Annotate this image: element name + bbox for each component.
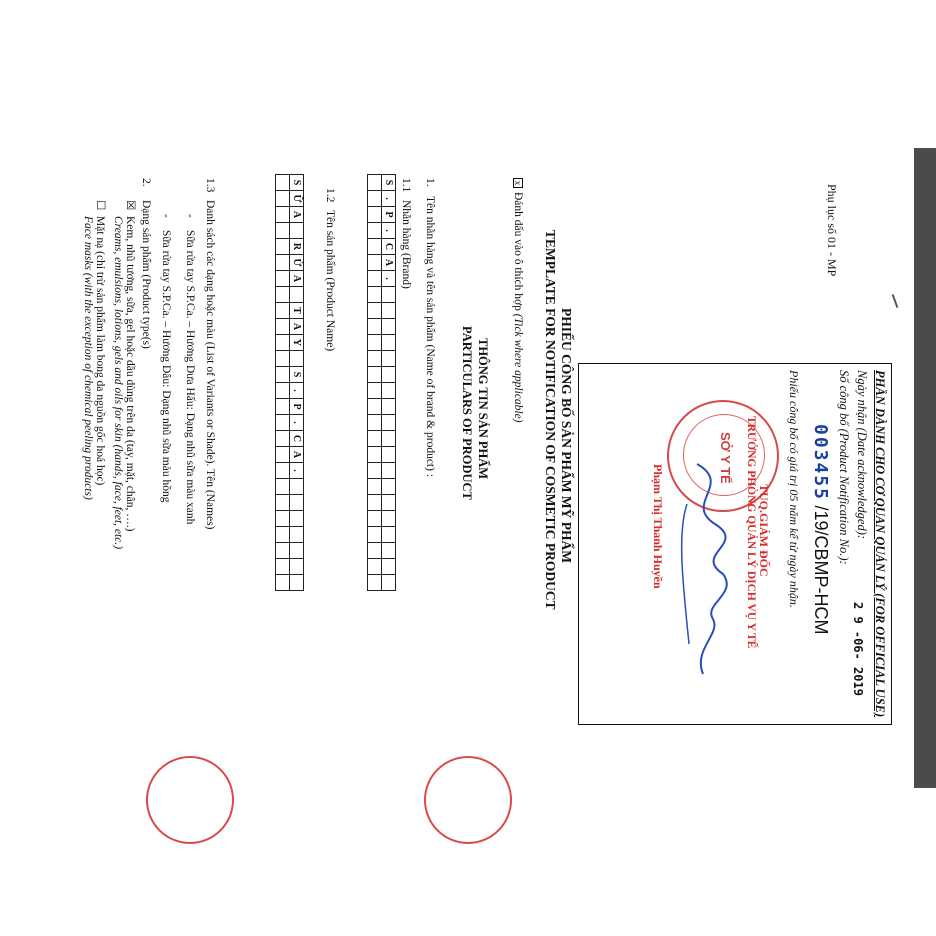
brand-cell [368,239,382,255]
section-1-3-num: 1.3 [204,178,216,193]
page-seal-left [146,756,234,844]
brand-cell: C [382,239,396,255]
brand-grid [367,174,396,591]
product-cell [276,559,290,575]
appendix-label: Phụ lục số 01 - MP [825,184,839,277]
brand-cell [368,223,382,239]
official-use-box [578,363,892,725]
section-2-num: 2. [140,178,152,187]
brand-cell: P [382,207,396,223]
section-2-text: Dạng sản phẩm (Product type(s) [140,200,152,349]
product-cell [290,511,304,527]
product-cell [276,175,290,191]
brand-cell [368,303,382,319]
variant-text: Sữa rửa tay S.P.Ca. – Hương Dưa Hấu: Dạng nhũ sữa màu xanh [184,230,196,525]
form-title-en: TEMPLATE FOR NOTIFICATION OF COSMETIC PRODUCT [543,230,558,610]
notification-number-row [810,424,831,635]
section-1-2 [324,188,336,351]
product-cell [276,319,290,335]
brand-cell [368,367,382,383]
brand-cell [368,479,382,495]
brand-cell [368,207,382,223]
product-cell: P [290,399,304,415]
product-cell [290,527,304,543]
brand-cell: . [382,271,396,287]
product-cell [276,463,290,479]
product-cell [276,271,290,287]
product-cell: A [290,447,304,463]
product-cell [276,287,290,303]
product-cell [276,303,290,319]
brand-cell [368,255,382,271]
section-1-2-num: 1.2 [324,188,336,203]
product-cell [276,431,290,447]
brand-cell [368,559,382,575]
brand-cell [382,303,396,319]
brand-cell [382,335,396,351]
section-title-vi: THÔNG TIN SẢN PHẨM [476,338,490,480]
official-title: PHẦN DÀNH CHO CƠ QUAN QUẢN LÝ (FOR OFFICIAL USE) [873,370,887,718]
section-2 [140,178,152,349]
product-cell [276,239,290,255]
variant-dash: - [184,214,196,218]
product-cell [276,399,290,415]
product-type-checkbox-icon: ☒ [124,200,136,211]
signer-name: Phạm Thị Thanh Huyền [651,464,665,589]
brand-cell [368,399,382,415]
brand-cell [368,351,382,367]
brand-cell [382,527,396,543]
variant-item [184,214,196,524]
product-cell [290,495,304,511]
product-cell: A [290,207,304,223]
brand-cell [368,335,382,351]
tick-note-text: Đánh dấu vào ô thích hợp [512,192,524,311]
product-cell: . [290,463,304,479]
product-cell [290,479,304,495]
signer-role: TRƯỞNG PHÒNG QUẢN LÝ DỊCH VỤ Y TẾ [745,416,757,649]
variant-item [160,214,172,503]
notification-number-label: Số công bố (Product Notification No.): [837,370,851,565]
brand-cell [368,271,382,287]
section-1-1-text: Nhãn hàng (Brand) [400,200,412,289]
product-cell: Y [290,335,304,351]
brand-cell: . [382,191,396,207]
brand-cell [368,463,382,479]
product-cell [276,367,290,383]
product-cell [276,527,290,543]
brand-cell [382,495,396,511]
product-cell [290,351,304,367]
section-title-en: PARTICULARS OF PRODUCT [460,326,474,500]
brand-cell [368,431,382,447]
product-cell: . [290,383,304,399]
official-stamp-text: SỞ Y TẾ [718,432,733,484]
product-cell [290,287,304,303]
product-cell: Ữ [290,191,304,207]
brand-cell [382,463,396,479]
brand-cell [368,543,382,559]
product-cell [276,383,290,399]
product-cell: S [290,367,304,383]
brand-cell [382,367,396,383]
brand-cell [382,399,396,415]
brand-cell [368,575,382,591]
variant-dash: - [160,214,172,218]
product-cell [276,415,290,431]
brand-cell: . [382,223,396,239]
brand-cell [382,447,396,463]
notification-number-suffix: /19/CBMP-HCM [811,505,831,635]
product-cell [276,207,290,223]
pen-mark [892,294,899,308]
document-page [0,148,914,788]
product-cell: A [290,271,304,287]
product-type-en: Creams, emulsions, lotions, gels and oils for skin (hands, face, feet, etc.) [112,216,124,550]
validity-note: Phiếu công bố có giá trị 05 năm kể từ ngày nhận. [787,370,801,608]
product-type-en: Face masks (with the exception of chemical peeling products) [82,216,94,500]
date-acknowledged-value: 2 9 -06- 2019 [851,602,865,696]
tick-note [512,178,524,423]
section-1-2-text: Tên sản phẩm (Product Name) [324,210,336,352]
brand-cell [382,415,396,431]
product-type-vi: Mặt nạ (chỉ trừ sản phẩm làm bong da nguồn gốc hoá học) [94,216,106,486]
variant-text: Sữa rửa tay S.P.Ca. – Hương Dâu: Dạng nhũ sữa màu hồng [160,230,172,503]
signature [673,444,743,684]
notification-number-value: 003455 [810,424,831,502]
brand-cell [368,527,382,543]
brand-cell [382,543,396,559]
product-cell [276,351,290,367]
section-1-3-text: Danh sách các dạng hoặc màu (List of Variants or Shade). Tên (Names) [204,200,216,530]
product-type-item [94,200,108,485]
tick-checkbox-icon: x [513,178,523,188]
brand-cell [368,415,382,431]
brand-cell: A [382,255,396,271]
brand-cell [368,447,382,463]
product-type-vi: Kem, nhũ tương, sữa, gel hoặc dầu dùng trên da (tay, mặt, chân, ….) [124,216,136,532]
product-cell [276,575,290,591]
product-cell [276,479,290,495]
brand-cell [382,383,396,399]
form-title-vi: PHIẾU CÔNG BỐ SẢN PHẨM MỸ PHẨM [559,308,574,563]
section-1-text: Tên nhãn hàng và tên sản phẩm (Name of brand & product) : [424,196,436,478]
product-cell: Ử [290,255,304,271]
product-cell [290,559,304,575]
product-cell [290,543,304,559]
section-1-num: 1. [424,178,436,187]
brand-cell [382,575,396,591]
brand-cell [382,559,396,575]
signer-title: TUQ.GIÁM ĐỐC [757,484,771,577]
brand-cell [382,431,396,447]
product-cell [276,223,290,239]
brand-cell [368,175,382,191]
section-1-1-num: 1.1 [400,178,412,193]
product-cell: S [290,175,304,191]
product-cell: . [290,415,304,431]
product-cell [290,575,304,591]
brand-cell [368,495,382,511]
product-cell [276,335,290,351]
section-1-3 [204,178,216,529]
brand-cell [382,511,396,527]
product-type-checkbox-icon: ☐ [94,200,106,211]
section-1 [424,178,436,477]
brand-cell: S [382,175,396,191]
product-cell [276,543,290,559]
brand-cell [368,319,382,335]
brand-cell [368,511,382,527]
section-1-1 [400,178,412,289]
brand-cell [382,479,396,495]
brand-cell [382,351,396,367]
brand-cell [382,319,396,335]
product-cell [276,495,290,511]
page-seal-right [424,756,512,844]
product-cell: A [290,319,304,335]
brand-cell [368,191,382,207]
brand-cell [368,287,382,303]
brand-cell [382,287,396,303]
product-cell [276,255,290,271]
product-cell [276,191,290,207]
product-cell [276,447,290,463]
product-cell: C [290,431,304,447]
product-name-grid [275,174,304,591]
brand-cell [368,383,382,399]
product-cell [276,511,290,527]
product-type-item [124,200,138,531]
date-acknowledged-label: Ngày nhận (Date acknowledged): [855,370,869,540]
product-cell: T [290,303,304,319]
product-cell: R [290,239,304,255]
tick-note-en: (Tick where applicable) [512,313,524,423]
product-cell [290,223,304,239]
